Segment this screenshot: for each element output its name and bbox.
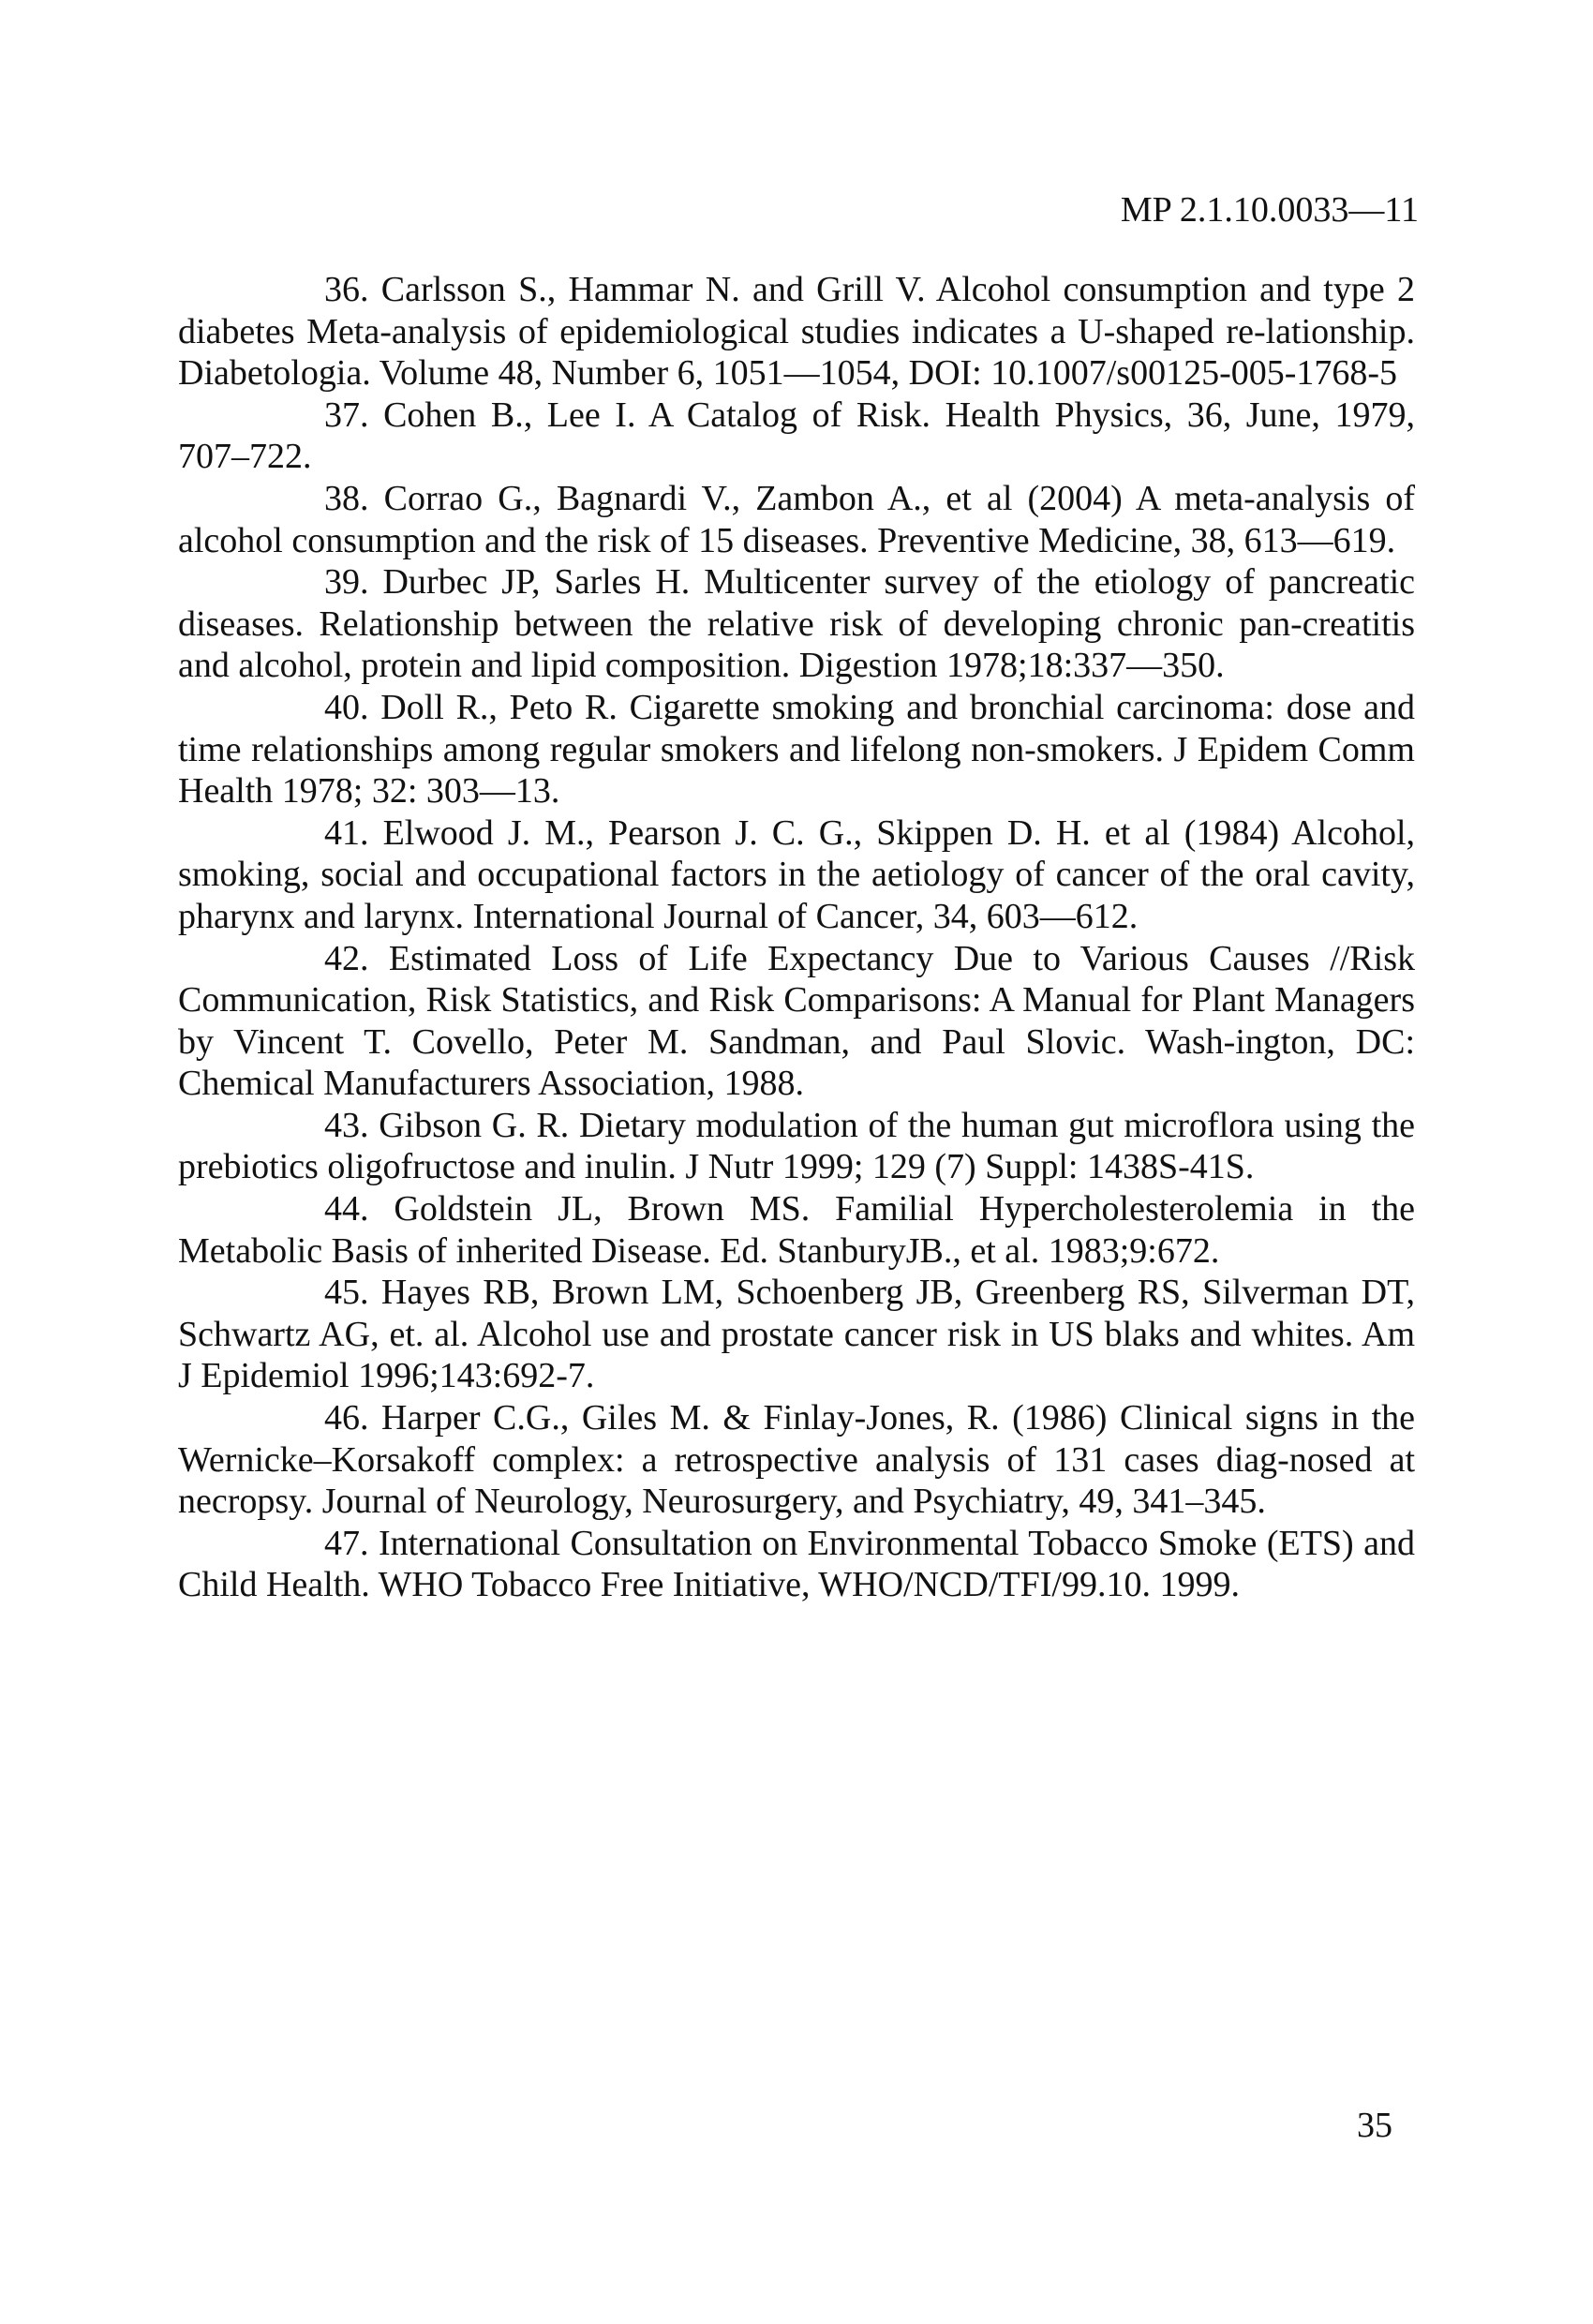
document-code: MP 2.1.10.0033—11 [1120,190,1419,230]
reference-number: 37. [324,395,369,435]
reference-number: 36. [324,270,369,309]
reference-text: International Consultation on Environmental Tobacco Smoke (ETS) and Child Health. WHO Tobacco Free Initiative, WHO/NCD/TFI/99.10. 1999. [178,1523,1416,1605]
reference-text: Carlsson S., Hammar N. and Grill V. Alcohol consumption and type 2 diabetes Meta-analysis of epidemiological studies indicates a U-shaped re-lationship. Diabetologia. Volume 48, Number 6, 1051—1054, DOI: 10.1007/s00125-005-1768-5 [178,270,1415,394]
reference-number: 39. [324,562,369,603]
reference-39 [178,561,1415,687]
reference-list [178,269,1415,1606]
reference-text: Gibson G. R. Dietary modulation of the human gut microflora using the prebiotics oligofructose and inulin. J Nutr 1999; 129 (7) Suppl: 1438S-41S. [178,1105,1415,1187]
reference-text: Hayes RB, Brown LM, Schoenberg JB, Greenberg RS, Silverman DT, Schwartz AG, et. al. Alcohol use and prostate cancer risk in US blaks and whites. Am J Epidemiol 1996;143:692-7. [178,1273,1415,1396]
reference-number: 43. [324,1105,369,1145]
reference-number: 41. [324,812,369,853]
page-number: 35 [1357,2106,1392,2145]
reference-number: 44. [324,1189,369,1229]
reference-text: Goldstein JL, Brown MS. Familial Hypercholesterolemia in the Metabolic Basis of inherited Disease. Ed. StanburyJB., et al. 1983;9:672. [178,1189,1416,1271]
reference-text: Doll R., Peto R. Cigarette smoking and bronchial carcinoma: dose and time relationships among regular smokers and lifelong non-smokers. J Epidem Comm Health 1978; 32: 303—13. [178,687,1415,812]
reference-text: Elwood J. M., Pearson J. C. G., Skippen D. H. et al (1984) Alcohol, smoking, social and occupational factors in the aetiology of cancer of the oral cavity, pharynx and larynx. International Journal of Cancer, 34, 603—612. [178,812,1416,936]
reference-text: Harper C.G., Giles M. & Finlay-Jones, R. (1986) Clinical signs in the Wernicke–Korsakoff complex: a retrospective analysis of 131 cases diag-nosed at necropsy. Journal of Neurology, Neurosurgery, and Psychiatry, 49, 341–345. [178,1398,1415,1522]
reference-text: Cohen B., Lee I. A Catalog of Risk. Health Physics, 36, June, 1979, 707–722. [178,395,1415,477]
reference-number: 47. [324,1523,369,1563]
reference-45 [178,1272,1415,1397]
reference-number: 45. [324,1273,369,1313]
reference-text: Corrao G., Bagnardi V., Zambon A., et al (2004) A meta-analysis of alcohol consumption and the risk of 15 diseases. Preventive Medicine, 38, 613—619. [178,478,1416,560]
reference-36 [178,269,1415,395]
reference-43 [178,1105,1415,1188]
reference-text: Durbec JP, Sarles H. Multicenter survey of the etiology of pancreatic diseases. Relationship between the relative risk of developing chronic pan-creatitis and alcohol, protein and lipid composition. Digestion 1978;18:337—350. [178,562,1416,686]
reference-number: 38. [324,478,369,518]
reference-44 [178,1188,1415,1272]
reference-number: 46. [324,1398,369,1438]
reference-47 [178,1523,1415,1606]
reference-number: 42. [324,938,369,978]
reference-number: 40. [324,687,369,727]
reference-46 [178,1397,1415,1523]
reference-41 [178,812,1415,938]
reference-40 [178,687,1415,812]
reference-37 [178,395,1415,478]
reference-38 [178,478,1415,561]
reference-42 [178,938,1415,1105]
reference-text: Estimated Loss of Life Expectancy Due to Various Causes //Risk Communication, Risk Statistics, and Risk Comparisons: A Manual for Plant Managers by Vincent T. Covello, Peter M. Sandman, and Paul Slovic. Wash-ington, DC: Chemical Manufacturers Association, 1988. [178,938,1416,1104]
